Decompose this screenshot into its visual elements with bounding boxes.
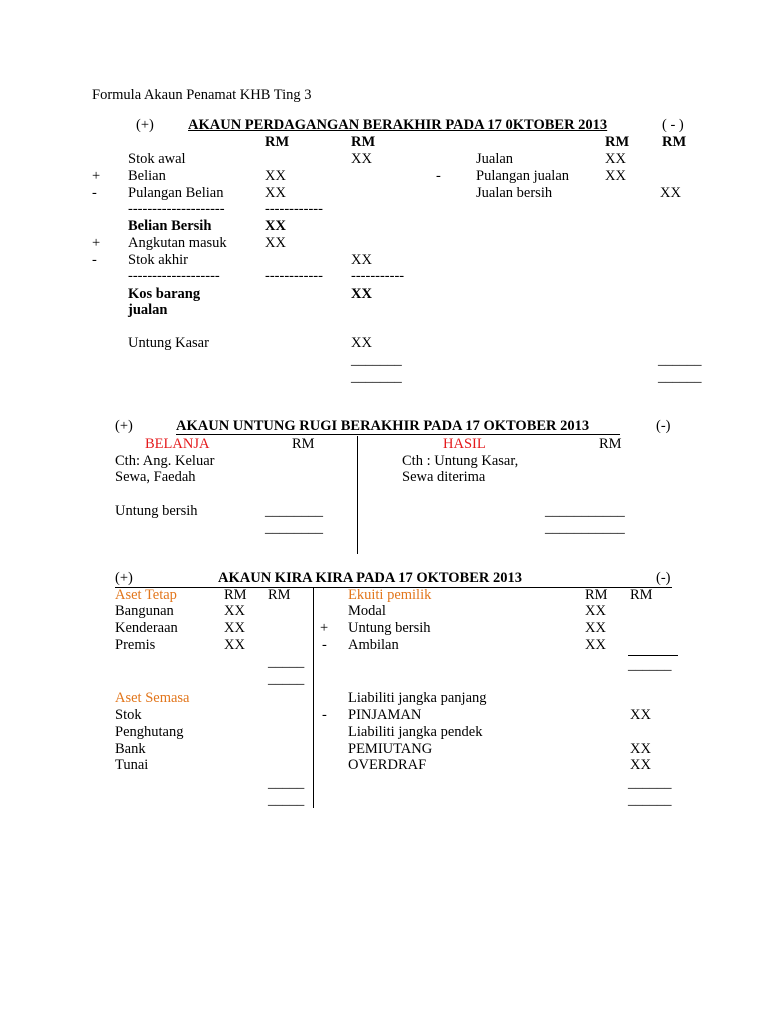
pl-title: AKAUN UNTUNG RUGI BERAKHIR PADA 17 OKTOBER 2013: [176, 418, 590, 434]
stok-akhir-label: Stok akhir: [128, 252, 189, 268]
trading-plus-marker: (+): [136, 117, 154, 133]
tunai-label: Tunai: [115, 757, 149, 773]
aset-tetap-heading: Aset Tetap: [115, 587, 177, 603]
pl-plus-marker: (+): [115, 418, 133, 434]
pl-total-line: ___________: [545, 503, 625, 519]
trading-total-line: ______: [658, 369, 702, 385]
kenderaan-label: Kenderaan: [115, 620, 178, 636]
bs-subtotal-line: _____: [268, 654, 305, 670]
document-title: Formula Akaun Penamat KHB Ting 3: [92, 87, 312, 103]
trading-dash-rule: --------------------: [128, 201, 225, 217]
kos-barang-value: XX: [351, 286, 372, 302]
belian-label: Belian: [128, 168, 166, 184]
trading-total-line: ______: [658, 352, 702, 368]
stok-awal-value: XX: [351, 151, 372, 167]
bs-plus-marker: (+): [115, 570, 133, 586]
bs-total-line: _____: [268, 792, 305, 808]
angkutan-masuk-value: XX: [265, 235, 286, 251]
trading-total-line: _______: [351, 369, 402, 385]
jualan-bersih-label: Jualan bersih: [476, 185, 553, 201]
trading-minus-marker: ( - ): [662, 117, 684, 133]
jualan-bersih-value: XX: [660, 185, 681, 201]
bs-total-line: _____: [268, 775, 305, 791]
untung-bersih-label: Untung bersih: [115, 503, 198, 519]
belian-bersih-value: XX: [265, 218, 286, 234]
bs-total-line: ______: [628, 792, 672, 808]
aset-semasa-heading: Aset Semasa: [115, 690, 190, 706]
bs-subtotal-line: ______: [628, 657, 672, 673]
bs-title: AKAUN KIRA KIRA PADA 17 OKTOBER 2013: [218, 570, 522, 586]
trading-dash-rule: ------------: [265, 201, 323, 217]
pl-minus-marker: (-): [656, 418, 671, 434]
hasil-example-1: Cth : Untung Kasar,: [402, 453, 519, 469]
jualan-label: Jualan: [476, 151, 514, 167]
bangunan-label: Bangunan: [115, 603, 174, 619]
modal-label: Modal: [348, 603, 386, 619]
liab-pendek-heading: Liabiliti jangka pendek: [348, 724, 483, 740]
ambilan-label: Ambilan: [348, 637, 399, 653]
belanja-example-2: Sewa, Faedah: [115, 469, 196, 485]
pulangan-belian-value: XX: [265, 185, 286, 201]
bs-rm-right-2: RM: [630, 587, 653, 603]
pl-total-line: ________: [265, 503, 323, 519]
pulangan-belian-sign: -: [92, 185, 97, 201]
pl-center-rule: [357, 436, 358, 554]
pinjaman-value: XX: [630, 707, 651, 723]
stok-label: Stok: [115, 707, 142, 723]
stok-akhir-value: XX: [351, 252, 372, 268]
angkutan-masuk-sign: +: [92, 235, 101, 251]
pinjaman-sign: -: [322, 707, 327, 723]
belian-value: XX: [265, 168, 286, 184]
premis-value: XX: [224, 637, 245, 653]
penghutang-label: Penghutang: [115, 724, 184, 740]
overdraf-value: XX: [630, 757, 651, 773]
stok-awal-label: Stok awal: [128, 151, 186, 167]
bs-total-line: ______: [628, 775, 672, 791]
trading-dash-rule: -------------------: [128, 268, 220, 284]
pl-title-rule: [176, 434, 620, 435]
trading-title: AKAUN PERDAGANGAN BERAKHIR PADA 17 0KTOBER 2013: [188, 117, 608, 133]
ekuiti-subtotal-rule: [628, 655, 678, 656]
liab-panjang-heading: Liabiliti jangka panjang: [348, 690, 487, 706]
stok-akhir-sign: -: [92, 252, 97, 268]
untung-kasar-label: Untung Kasar: [128, 335, 209, 351]
overdraf-label: OVERDRAF: [348, 757, 427, 773]
bank-label: Bank: [115, 741, 146, 757]
premis-label: Premis: [115, 637, 156, 653]
trading-rm-header-1: RM: [265, 134, 290, 150]
pulangan-belian-label: Pulangan Belian: [128, 185, 224, 201]
bangunan-value: XX: [224, 603, 245, 619]
belanja-example-1: Cth: Ang. Keluar: [115, 453, 215, 469]
trading-rm-header-2: RM: [351, 134, 376, 150]
bs-subtotal-line: _____: [268, 671, 305, 687]
pl-rm-right: RM: [599, 436, 622, 452]
pulangan-jualan-label: Pulangan jualan: [476, 168, 570, 184]
pemiutang-value: XX: [630, 741, 651, 757]
trading-total-line: _______: [351, 352, 402, 368]
ekuiti-heading: Ekuiti pemilik: [348, 587, 432, 603]
untung-kasar-value: XX: [351, 335, 372, 351]
bs-minus-marker: (-): [656, 570, 671, 586]
bs-center-rule: [313, 588, 314, 808]
trading-rm-header-4: RM: [662, 134, 687, 150]
pemiutang-label: PEMIUTANG: [348, 741, 433, 757]
kos-barang-label-line2: jualan: [128, 302, 168, 318]
ambilan-value: XX: [585, 637, 606, 653]
ambilan-sign: -: [322, 637, 327, 653]
modal-value: XX: [585, 603, 606, 619]
belian-sign: +: [92, 168, 101, 184]
pinjaman-label: PINJAMAN: [348, 707, 422, 723]
trading-dash-rule: ------------: [265, 268, 323, 284]
trading-dash-rule: -----------: [351, 268, 405, 284]
pl-total-line: ________: [265, 520, 323, 536]
belian-bersih-label: Belian Bersih: [128, 218, 212, 234]
bs-rm-right-1: RM: [585, 587, 608, 603]
bs-untung-bersih-value: XX: [585, 620, 606, 636]
hasil-example-2: Sewa diterima: [402, 469, 486, 485]
bs-untung-bersih-label: Untung bersih: [348, 620, 431, 636]
pulangan-jualan-sign: -: [436, 168, 441, 184]
pl-total-line: ___________: [545, 520, 625, 536]
jualan-value: XX: [605, 151, 626, 167]
angkutan-masuk-label: Angkutan masuk: [128, 235, 227, 251]
hasil-heading: HASIL: [443, 436, 486, 452]
bs-rm-left-2: RM: [268, 587, 291, 603]
kos-barang-label: Kos barang: [128, 286, 201, 302]
bs-rm-left-1: RM: [224, 587, 247, 603]
belanja-heading: BELANJA: [145, 436, 210, 452]
pl-rm-left: RM: [292, 436, 315, 452]
trading-rm-header-3: RM: [605, 134, 630, 150]
pulangan-jualan-value: XX: [605, 168, 626, 184]
kenderaan-value: XX: [224, 620, 245, 636]
untung-bersih-sign: +: [320, 620, 329, 636]
